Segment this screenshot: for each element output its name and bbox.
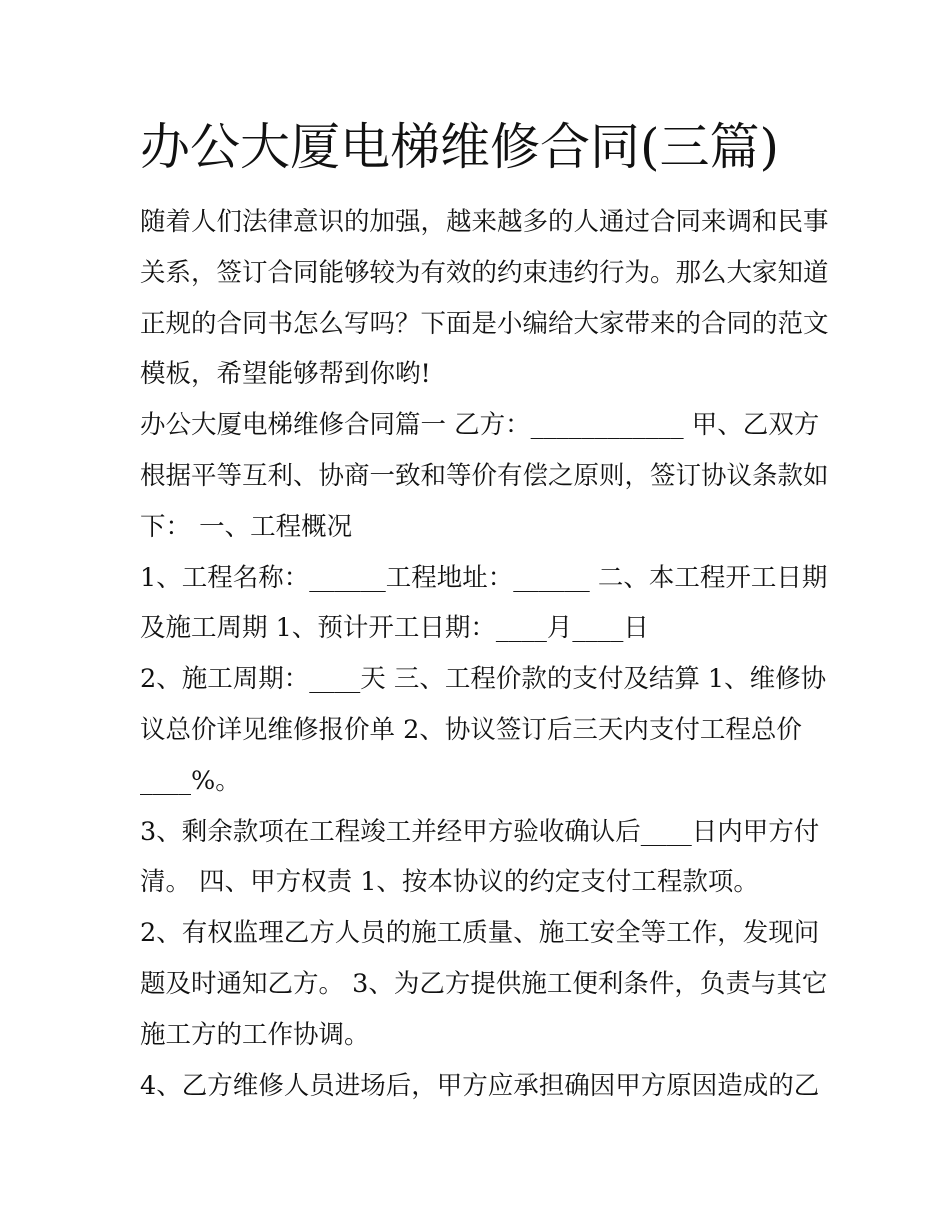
text-line: 题及时通知乙方。 3、为乙方提供施工便利条件，负责与其它 — [140, 968, 828, 999]
text-line: 施工方的工作协调。 — [140, 1019, 370, 1050]
text-line: 清。 四、甲方权责 1、按本协议的约定支付工程款项。 — [140, 867, 759, 898]
text-line: 根据平等互利、协商一致和等价有偿之原则，签订协议条款如 — [140, 460, 829, 491]
text-line: 随着人们法律意识的加强，越来越多的人通过合同来调和民事 — [140, 207, 829, 237]
text-line: 2、有权监理乙方人员的施工质量、施工安全等工作，发现问 — [140, 918, 820, 949]
text-line: 4、乙方维修人员进场后，甲方应承担确因甲方原因造成的乙 — [140, 1070, 820, 1101]
text-line: 办公大厦电梯维修合同篇一 乙方：____________ 甲、乙双方 — [140, 410, 820, 441]
text-line: 下： 一、工程概况 — [140, 511, 353, 542]
text-line: ____%。 — [140, 765, 241, 796]
text-line: 3、剩余款项在工程竣工并经甲方验收确认后____日内甲方付 — [140, 816, 820, 847]
document-title: 办公大厦电梯维修合同(三篇) — [140, 118, 780, 176]
text-line: 及施工周期 1、预计开工日期：____月____日 — [140, 613, 649, 644]
text-line: 模板，希望能够帮到你哟! — [140, 359, 431, 390]
text-line: 议总价详见维修报价单 2、协议签订后三天内支付工程总价 — [140, 714, 802, 745]
document-body — [140, 197, 830, 1111]
text-line: 正规的合同书怎么写吗？下面是小编给大家带来的合同的范文 — [140, 308, 829, 339]
text-line: 1、工程名称：______工程地址：______ 二、本工程开工日期 — [140, 562, 828, 593]
text-line: 关系，签订合同能够较为有效的约束违约行为。那么大家知道 — [140, 257, 829, 288]
text-line: 2、施工周期：____天 三、工程价款的支付及结算 1、维修协 — [140, 664, 827, 695]
